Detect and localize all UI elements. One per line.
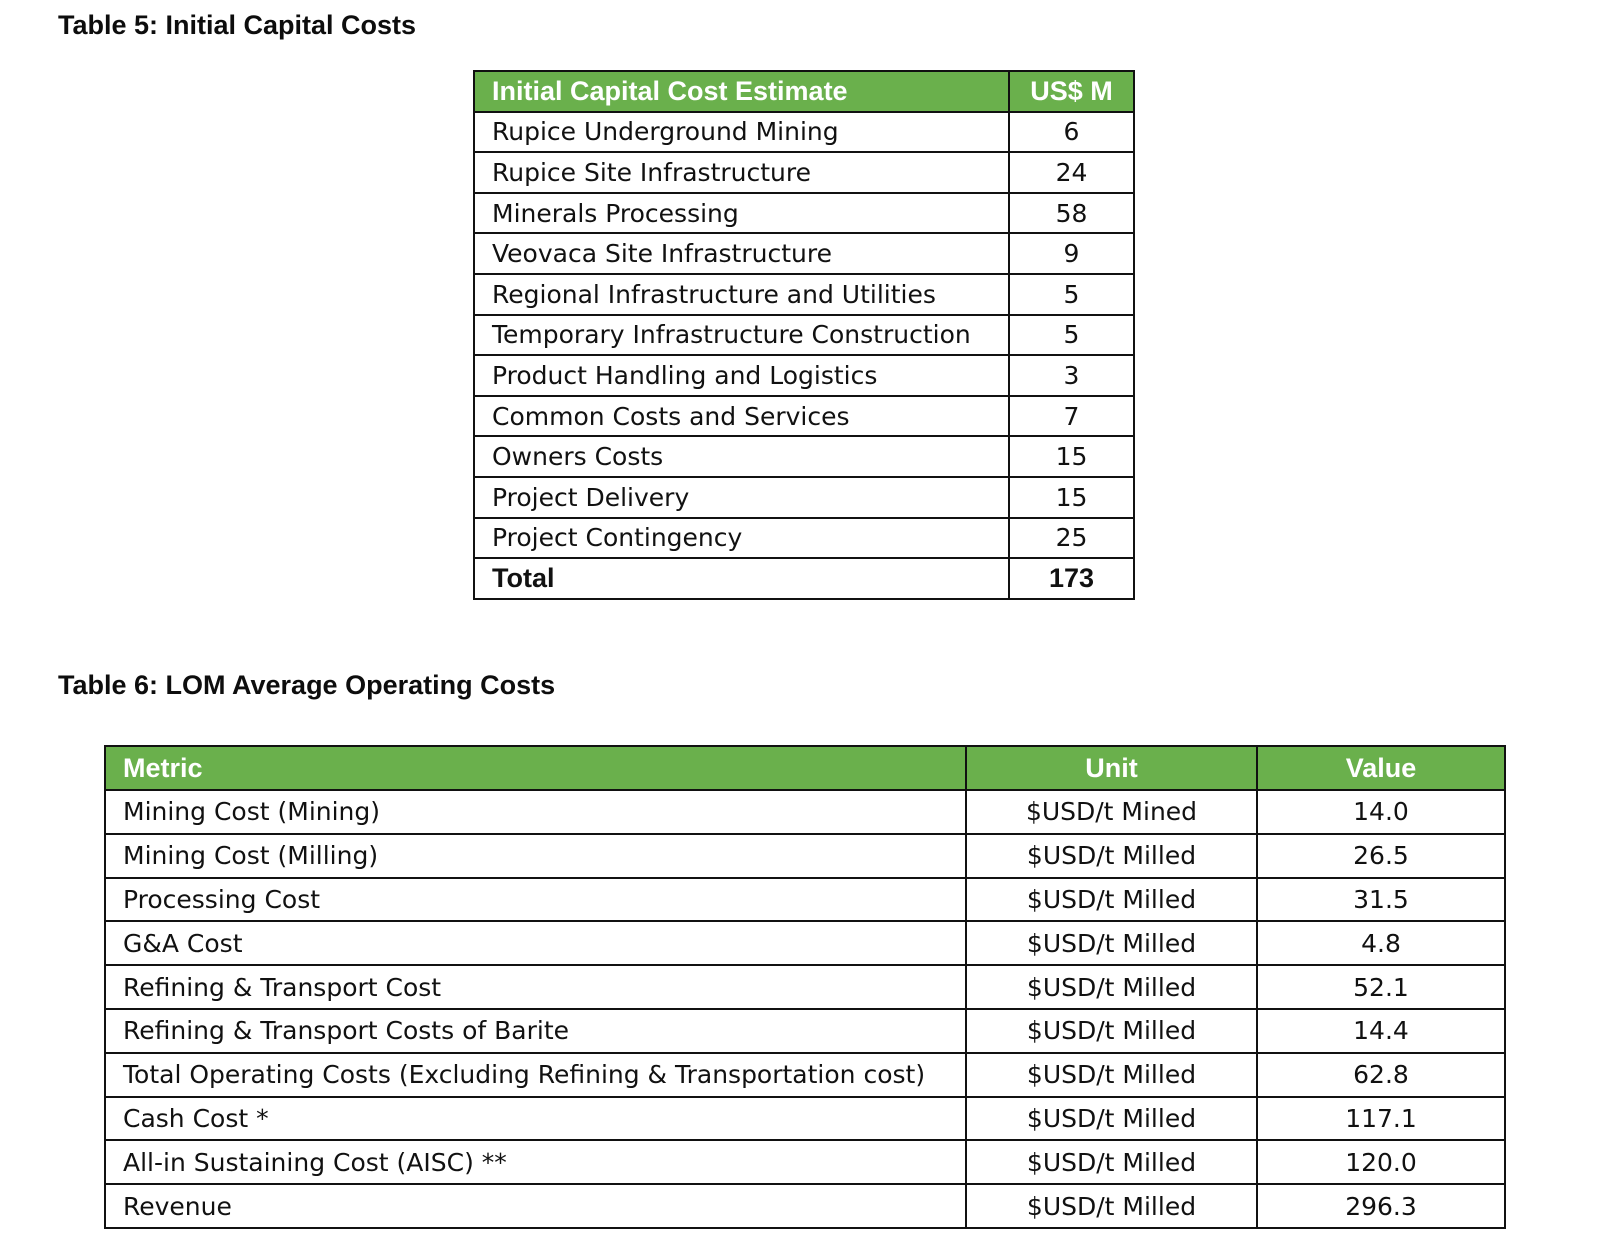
metric-cell: Mining Cost (Mining) bbox=[105, 790, 966, 834]
unit-cell: $USD/t Milled bbox=[966, 1053, 1257, 1097]
cost-item-label: Common Costs and Services bbox=[474, 396, 1009, 437]
table-6-caption: Table 6: LOM Average Operating Costs bbox=[58, 670, 556, 700]
table-row bbox=[105, 1009, 1505, 1053]
table-row bbox=[474, 518, 1134, 559]
cost-item-value: 15 bbox=[1009, 436, 1134, 477]
metric-cell: Revenue bbox=[105, 1184, 966, 1228]
value-cell: 296.3 bbox=[1257, 1184, 1505, 1228]
table-row bbox=[474, 152, 1134, 193]
table-row bbox=[105, 1097, 1505, 1141]
table-header-row bbox=[474, 71, 1134, 112]
operating-costs-table bbox=[104, 745, 1506, 1229]
table-row bbox=[474, 193, 1134, 234]
header-metric: Metric bbox=[105, 746, 966, 790]
table-row bbox=[105, 965, 1505, 1009]
metric-cell: Processing Cost bbox=[105, 878, 966, 922]
unit-cell: $USD/t Mined bbox=[966, 790, 1257, 834]
header-cost-estimate: Initial Capital Cost Estimate bbox=[474, 71, 1009, 112]
cost-item-label: Minerals Processing bbox=[474, 193, 1009, 234]
unit-cell: $USD/t Milled bbox=[966, 965, 1257, 1009]
value-cell: 31.5 bbox=[1257, 878, 1505, 922]
table-row bbox=[105, 834, 1505, 878]
cost-item-label: Veovaca Site Infrastructure bbox=[474, 233, 1009, 274]
value-cell: 14.4 bbox=[1257, 1009, 1505, 1053]
cost-item-value: 25 bbox=[1009, 518, 1134, 559]
metric-cell: Mining Cost (Milling) bbox=[105, 834, 966, 878]
cost-item-label: Rupice Underground Mining bbox=[474, 112, 1009, 153]
table-row bbox=[105, 1140, 1505, 1184]
cost-item-value: 5 bbox=[1009, 315, 1134, 356]
unit-cell: $USD/t Milled bbox=[966, 1097, 1257, 1141]
value-cell: 4.8 bbox=[1257, 921, 1505, 965]
value-cell: 26.5 bbox=[1257, 834, 1505, 878]
table-row bbox=[474, 477, 1134, 518]
value-cell: 120.0 bbox=[1257, 1140, 1505, 1184]
table-row bbox=[105, 1184, 1505, 1228]
table-row bbox=[474, 396, 1134, 437]
table-row bbox=[474, 315, 1134, 356]
unit-cell: $USD/t Milled bbox=[966, 1184, 1257, 1228]
table-row bbox=[474, 436, 1134, 477]
metric-cell: Cash Cost * bbox=[105, 1097, 966, 1141]
initial-capital-costs-table bbox=[473, 70, 1135, 600]
cost-item-value: 5 bbox=[1009, 274, 1134, 315]
table-header-row bbox=[105, 746, 1505, 790]
table-row bbox=[105, 921, 1505, 965]
cost-item-label: Rupice Site Infrastructure bbox=[474, 152, 1009, 193]
header-value: Value bbox=[1257, 746, 1505, 790]
cost-item-value: 3 bbox=[1009, 355, 1134, 396]
table-5-caption: Table 5: Initial Capital Costs bbox=[58, 10, 417, 40]
cost-item-label: Product Handling and Logistics bbox=[474, 355, 1009, 396]
table-row bbox=[474, 355, 1134, 396]
cost-item-value: 24 bbox=[1009, 152, 1134, 193]
metric-cell: Refining & Transport Cost bbox=[105, 965, 966, 1009]
value-cell: 52.1 bbox=[1257, 965, 1505, 1009]
table-row bbox=[105, 1053, 1505, 1097]
cost-item-value: 15 bbox=[1009, 477, 1134, 518]
table-row bbox=[474, 274, 1134, 315]
table-row bbox=[105, 878, 1505, 922]
cost-item-value: 7 bbox=[1009, 396, 1134, 437]
unit-cell: $USD/t Milled bbox=[966, 878, 1257, 922]
unit-cell: $USD/t Milled bbox=[966, 1009, 1257, 1053]
header-unit: Unit bbox=[966, 746, 1257, 790]
table-row bbox=[474, 112, 1134, 153]
metric-cell: All-in Sustaining Cost (AISC) ** bbox=[105, 1140, 966, 1184]
metric-cell: G&A Cost bbox=[105, 921, 966, 965]
cost-item-value: 9 bbox=[1009, 233, 1134, 274]
unit-cell: $USD/t Milled bbox=[966, 834, 1257, 878]
value-cell: 62.8 bbox=[1257, 1053, 1505, 1097]
metric-cell: Total Operating Costs (Excluding Refining & Transportation cost) bbox=[105, 1053, 966, 1097]
total-value: 173 bbox=[1009, 558, 1134, 599]
total-label: Total bbox=[474, 558, 1009, 599]
value-cell: 14.0 bbox=[1257, 790, 1505, 834]
table-row bbox=[105, 790, 1505, 834]
cost-item-label: Regional Infrastructure and Utilities bbox=[474, 274, 1009, 315]
cost-item-label: Owners Costs bbox=[474, 436, 1009, 477]
table-row bbox=[474, 233, 1134, 274]
cost-item-label: Project Delivery bbox=[474, 477, 1009, 518]
value-cell: 117.1 bbox=[1257, 1097, 1505, 1141]
cost-item-value: 6 bbox=[1009, 112, 1134, 153]
unit-cell: $USD/t Milled bbox=[966, 1140, 1257, 1184]
header-usd-m: US$ M bbox=[1009, 71, 1134, 112]
cost-item-label: Temporary Infrastructure Construction bbox=[474, 315, 1009, 356]
cost-item-value: 58 bbox=[1009, 193, 1134, 234]
total-row bbox=[474, 558, 1134, 599]
cost-item-label: Project Contingency bbox=[474, 518, 1009, 559]
unit-cell: $USD/t Milled bbox=[966, 921, 1257, 965]
metric-cell: Refining & Transport Costs of Barite bbox=[105, 1009, 966, 1053]
